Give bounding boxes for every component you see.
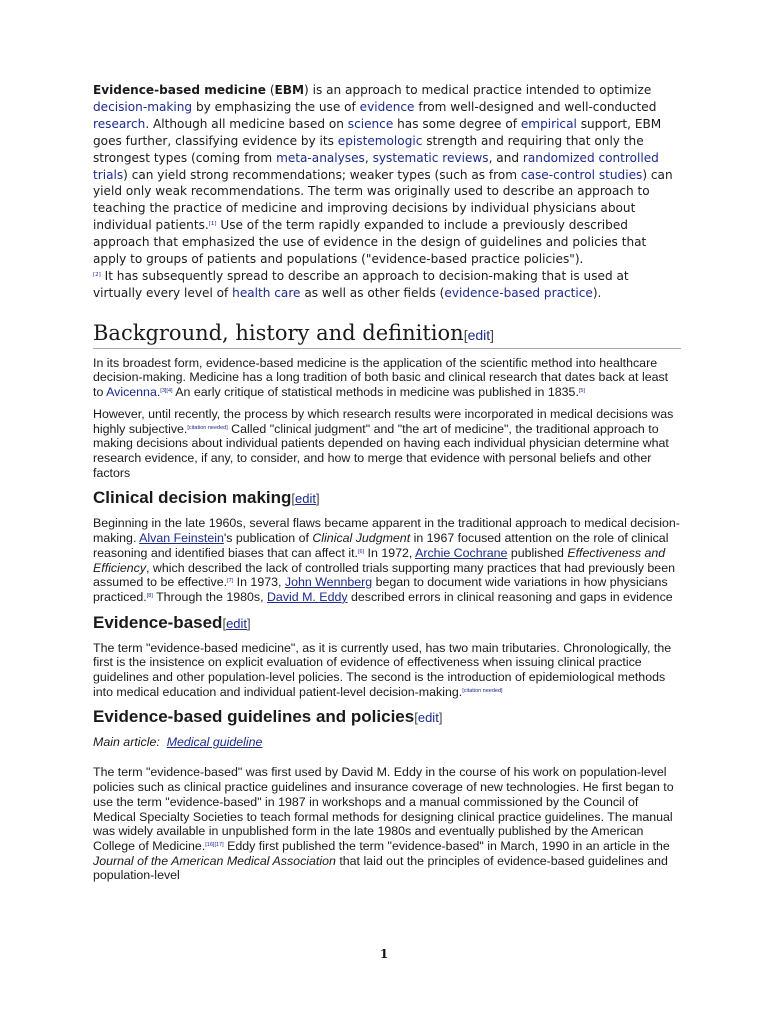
text: The term "evidence-based" was first used by David M. Eddy in the course of his work on population-level policies such as clinical practice guidelines and insurance coverage of new technologies. He first began to use the term "evidence-based" in 1987 in workshops and a manual commissioned by the Council of Medical Specialty Societies to teach formal methods for designing clinical practice guidelines. The manual was widely available in unpublished form in the late 1980s and eventually published by the American College of Medicine. [93,765,674,853]
hatnote-label: Main article: [93,735,160,750]
text: has some degree of [393,116,521,131]
citation-needed[interactable]: [citation needed] [462,687,503,694]
text: as well as other fields ( [300,285,445,300]
text: published [507,545,568,560]
link-avicenna[interactable]: Avicenna [106,385,157,400]
link-randomized-controlled-trials[interactable]: randomized controlled trials [93,150,659,182]
link-epistemologic[interactable]: epistemologic [337,133,423,148]
section-heading-background [93,320,681,349]
text: ). [592,285,602,300]
link-decision-making[interactable]: decision-making [93,99,193,114]
reference-1[interactable]: [1] [208,221,217,228]
reference-3-4[interactable]: [3][4] [160,388,173,395]
link-science[interactable]: science [347,116,394,131]
link-research[interactable]: research [93,116,146,131]
edit-section-link[interactable]: [edit] [291,491,320,507]
section-heading-guidelines-policies [93,706,681,728]
text: Beginning in the late 1960s, several flaws became apparent in the traditional approach to medical decision-making. [93,516,680,546]
text: that laid out the principles of evidence-based guidelines and population-level [93,853,668,883]
heading-text: Evidence-based [93,612,223,632]
text: support, EBM goes further, classifying evidence by its [93,116,662,148]
text: is an approach to medical practice intended to optimize [308,83,652,97]
text: An early critique of statistical methods in medicine was published in 1835. [172,385,579,400]
text: began to document wide variations in how physicians practiced. [93,575,668,604]
text: 's publication of [223,531,313,546]
text: In 1973, [233,575,285,590]
edit-label[interactable]: edit [417,710,439,726]
reference-8[interactable]: [8] [146,592,153,599]
section-heading-clinical-decision-making [93,487,681,509]
italic-title: Clinical Judgment [312,531,411,546]
link-alvan-feinstein[interactable]: Alvan Feinstein [139,531,224,546]
text: In its broadest form, evidence-based medicine is the application of the scientific method into healthcare decision-making. Medicine has a long tradition of both basic and clinical research that dates back at least to [93,355,669,400]
intro-paragraph: Evidence-based medicine (EBM) is an approach to medical practice intended to optimize decision-making by emphasizing the use of evidence from well-designed and well-conducted research. Although all medicine based on science has some degree of empirical support, EBM goes further, classifying evidence by its epistemologic strength and requiring that only the strongest types (coming from meta-analyses, systematic reviews, and randomized controlled trials) can yield strong recommendations; weaker types (such as from case-control studies) can yield only weak recommendations. The term was originally used to describe an approach to teaching the practice of medicine and improving decisions by individual physicians about individual patients.[1] Use of the term rapidly expanded to include a previously described approach that emphasized the use of evidence in the design of guidelines and policies that apply to groups of patients and populations ("evidence-based practice policies"). [2] It has subsequently spread to describe an approach to decision-making that is used at virtually every level of health care as well as other fields (evidence-based practice). [93,83,673,300]
text: Eddy first published the term "evidence-based" in March, 1990 in an article in the [223,838,670,853]
edit-label[interactable]: edit [226,615,248,631]
link-health-care[interactable]: health care [232,285,301,300]
text: , which described the lack of controlled trials supporting many practices that had previously been assumed to be effective. [93,560,675,590]
paragraph [93,516,681,604]
italic-journal: Journal of the American Medical Association [93,853,336,868]
text: Through the 1980s, [152,589,267,604]
text: . Although all medicine based on [145,116,348,131]
link-david-m-eddy[interactable]: David M. Eddy [266,589,348,604]
main-article-hatnote [93,735,681,750]
edit-label[interactable]: edit [467,326,491,343]
text: ) can yield strong recommendations; weaker types (such as from [123,167,521,182]
page-number: 1 [379,947,389,961]
section-heading-evidence-based [93,612,681,634]
link-systematic-reviews[interactable]: systematic reviews [372,150,489,165]
text: by emphasizing the use of [192,99,360,114]
link-empirical[interactable]: empirical [520,116,577,131]
link-evidence[interactable]: evidence [359,99,415,114]
text: described errors in clinical reasoning and gaps in evidence [347,589,673,604]
italic-title: Effectiveness and Efficiency [93,545,666,575]
edit-section-link[interactable]: [edit] [463,326,495,343]
link-meta-analyses[interactable]: meta-analyses [276,150,365,165]
text: ) can yield only weak recommendations. The term was originally used to describe an approach to teaching the practice of medicine and improving decisions by individual physicians about individual patients. [93,167,673,233]
text: In 1972, [364,545,416,560]
text: , and [488,150,523,165]
link-case-control-studies[interactable]: case-control studies [520,167,643,182]
text: The term "evidence-based medicine", as it is currently used, has two main tributaries. Chronologically, the first is the insistence on explicit evaluation of evidence of effectiveness when issuing clinical practice guidelines and other population-level policies. The second is the introduction of epidemiological methods into medical education and individual patient-level decision-making. [93,640,672,699]
heading-text: Background, history and definition [93,320,464,345]
heading-text: Evidence-based guidelines and policies [93,707,415,727]
reference-7[interactable]: [7] [227,578,234,585]
reference-6[interactable]: [6] [357,548,365,555]
text: in 1967 focused attention on the role of clinical reasoning and identified biases that can affect it. [93,531,669,560]
heading-text: Clinical decision making [93,488,292,508]
text: However, until recently, the process by which research results were incorporated in medical decisions was highly subjective. [93,406,674,436]
link-archie-cochrane[interactable]: Archie Cochrane [415,545,508,560]
link-john-wennberg[interactable]: John Wennberg [284,575,373,590]
paragraph [93,765,681,883]
citation-needed[interactable]: [citation needed] [187,424,228,431]
edit-section-link[interactable]: [edit] [414,710,443,726]
reference-5[interactable]: [5] [578,388,586,395]
text: from well-designed and well-conducted [414,99,657,114]
reference-16-17[interactable]: [16][17] [205,841,224,848]
text: It has subsequently spread to describe an approach to decision-making that is used at virtually every level of [93,268,629,300]
link-evidence-based-practice[interactable]: evidence-based practice [444,285,593,300]
text: , [364,150,373,165]
edit-label[interactable]: edit [295,491,316,507]
text: Called "clinical judgment" and "the art of medicine", the traditional approach to making decisions about individual patients depended on having each individual physician determine what research evidence, if any, to consider, and how to merge that evidence with personal beliefs and other factors [93,421,669,480]
link-medical-guideline[interactable]: Medical guideline [166,735,263,750]
edit-section-link[interactable]: [edit] [222,615,251,631]
reference-2[interactable]: [2] [93,271,101,278]
text: Use of the term rapidly expanded to include a previously described approach that emphasized the use of evidence in the design of guidelines and policies that apply to groups of patients and populations ("evidence-based practice policies"). [93,218,647,267]
paragraph [93,407,681,481]
abbr-bold: EBM [274,83,305,97]
paragraph [93,641,681,700]
article-page [93,82,681,890]
term-bold: Evidence-based medicine [93,83,266,97]
text: strength and requiring that only the strongest types (coming from [93,133,644,165]
paragraph: In its broadest form, evidence-based medicine is the application of the scientific method into healthcare decision-making. Medicine has a long tradition of both basic and clinical research that dates back at least to Avicenna.[3][4] An early critique of statistical methods in medicine was published in 1835.[5] [93,355,669,400]
